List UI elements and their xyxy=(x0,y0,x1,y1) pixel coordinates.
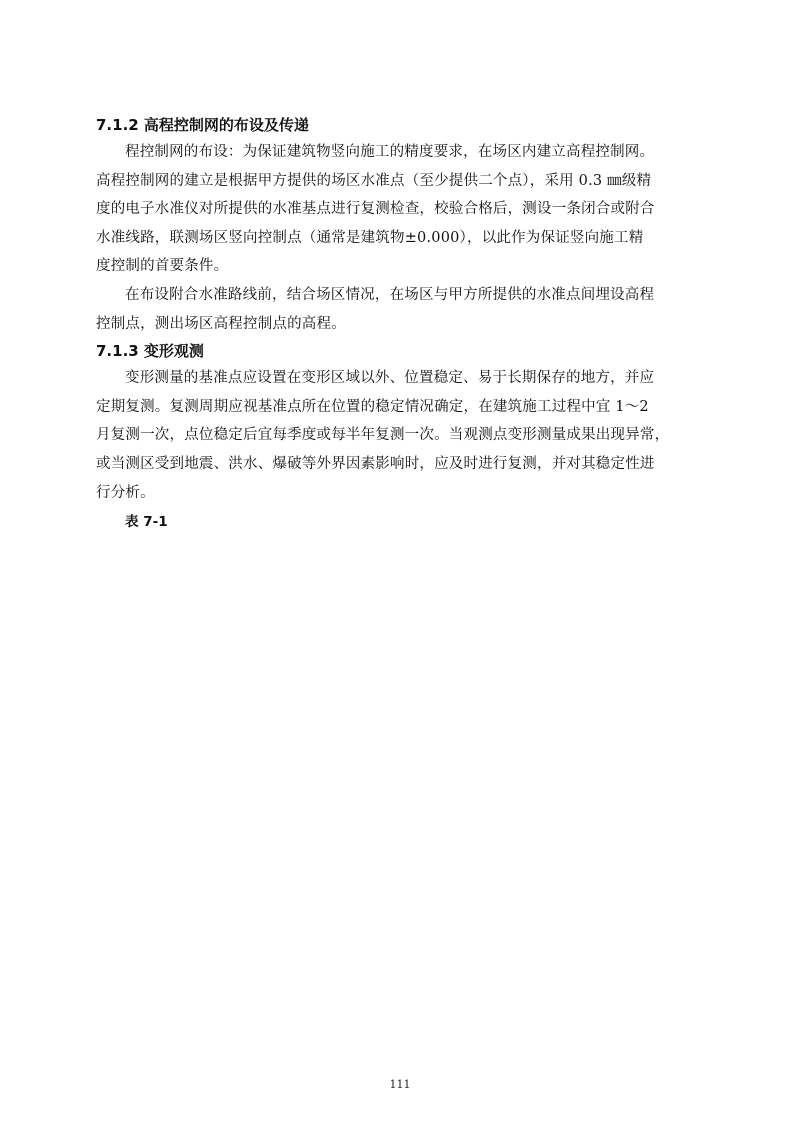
text-line: 程控制网的布设：为保证建筑物竖向施工的精度要求，在场区内建立高程控制网。 xyxy=(125,144,655,160)
text-line: 月复测一次，点位稳定后宜每季度或每半年复测一次。当观测点变形测量成果出现异常， xyxy=(96,427,670,444)
text-line: 定期复测。复测周期应视基准点所在位置的稳定情况确定，在建筑施工过程中宜 1～2 xyxy=(96,398,649,415)
text-line: 高程控制网的建立是根据甲方提供的场区水准点（至少提供二个点），采用 0.3 ㎜级精 xyxy=(96,172,652,189)
text-line: 变形测量的基准点应设置在变形区域以外、位置稳定、易于长期保存的地方，并应 xyxy=(125,370,655,387)
page-content xyxy=(96,112,706,535)
text-line: 度控制的首要条件。 xyxy=(96,258,229,275)
text-line: 行分析。 xyxy=(96,484,155,501)
text-line: 度的电子水准仪对所提供的水准基点进行复测检查，校验合格后，测设一条闭合或附合 xyxy=(96,201,655,218)
section-heading-7-1-3: 7.1.3 变形观测 xyxy=(96,342,204,361)
text-line: 水准线路，联测场区竖向控制点（通常是建筑物±0.000），以此作为保证竖向施工精 xyxy=(96,229,644,246)
paragraph-elevation-network xyxy=(96,138,706,281)
text-line: 控制点，测出场区高程控制点的高程。 xyxy=(96,315,346,332)
paragraph-leveling-route xyxy=(96,281,706,338)
section-heading-7-1-2: 7.1.2 高程控制网的布设及传递 xyxy=(96,116,309,134)
table-caption: 表 7-1 xyxy=(125,514,168,531)
text-line: 在布设附合水准路线前，结合场区情况，在场区与甲方所提供的水准点间埋设高程 xyxy=(125,286,655,303)
paragraph-deformation-observation xyxy=(96,364,706,507)
text-line: 或当测区受到地震、洪水、爆破等外界因素影响时，应及时进行复测，并对其稳定性进 xyxy=(96,455,655,472)
page-number: 111 xyxy=(389,1078,411,1091)
